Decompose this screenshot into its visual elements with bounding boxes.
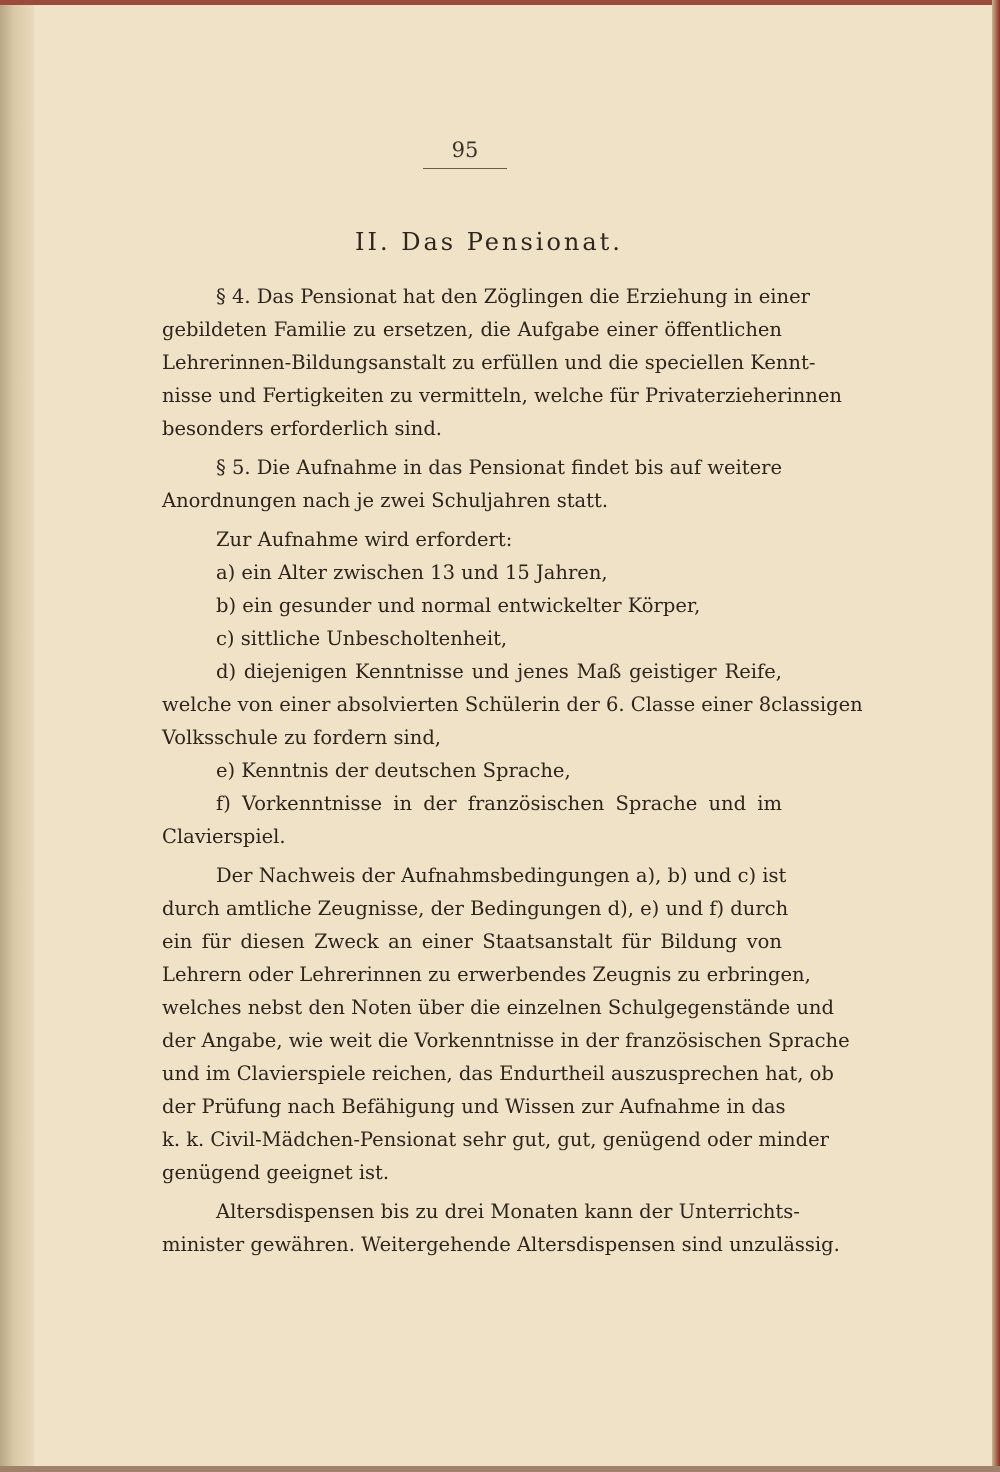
paragraph-5 (162, 451, 782, 517)
text-line: gebildeten Familie zu ersetzen, die Aufgabe einer öffentlichen (162, 318, 782, 341)
paragraph-proof (162, 859, 850, 1189)
body-text (162, 280, 863, 1261)
list-item: b) ein gesunder und normal entwickelter Körper, (216, 594, 701, 617)
book-cover-top-edge (0, 0, 1000, 5)
text-line: Anordnungen nach je zwei Schuljahren statt. (162, 489, 609, 512)
text-line: § 4. Das Pensionat hat den Zöglingen die Erziehung in einer (216, 285, 810, 308)
list-item-continued: Clavierspiel. (162, 825, 286, 848)
text-line: minister gewähren. Weitergehende Altersdispensen sind unzulässig. (162, 1233, 840, 1256)
text-line: Lehrern oder Lehrerinnen zu erwerbendes Zeugnis zu erbringen, (162, 963, 811, 986)
list-item-continued: welche von einer absolvierten Schülerin der 6. Classe einer 8classigen (162, 693, 863, 716)
book-cover-right-edge (992, 0, 1000, 1472)
text-line: der Angabe, wie weit die Vorkenntnisse in der französischen Sprache (162, 1029, 850, 1052)
list-item-continued: Volksschule zu fordern sind, (162, 726, 442, 749)
list-item: f) Vorkenntnisse in der französischen Sprache und im (216, 792, 782, 815)
book-cover-bottom-edge (0, 1466, 1000, 1472)
text-line: durch amtliche Zeugnisse, der Bedingungen d), e) und f) durch (162, 897, 789, 920)
text-line: ein für diesen Zweck an einer Staatsanstalt für Bildung von (162, 930, 782, 953)
page-number: 95 (423, 138, 507, 169)
list-item: c) sittliche Unbescholtenheit, (216, 627, 508, 650)
list-intro: Zur Aufnahme wird erfordert: (216, 528, 513, 551)
text-line: welches nebst den Noten über die einzelnen Schulgegenstände und (162, 996, 834, 1019)
paragraph-4 (162, 280, 842, 445)
list-item: e) Kenntnis der deutschen Sprache, (216, 759, 571, 782)
text-line: genügend geeignet ist. (162, 1161, 390, 1184)
text-line: der Prüfung nach Befähigung und Wissen zur Aufnahme in das (162, 1095, 786, 1118)
section-heading: II. Das Pensionat. (355, 228, 623, 256)
text-line: Der Nachweis der Aufnahmsbedingungen a), b) und c) ist (216, 864, 787, 887)
admission-requirements (162, 523, 863, 853)
paragraph-age-dispensation (162, 1195, 840, 1261)
text-line: nisse und Fertigkeiten zu vermitteln, welche für Privaterzieherinnen (162, 384, 842, 407)
text-line: besonders erforderlich sind. (162, 417, 442, 440)
list-item: d) diejenigen Kenntnisse und jenes Maß geistiger Reife, (216, 660, 782, 683)
text-line: k. k. Civil-Mädchen-Pensionat sehr gut, gut, genügend oder minder (162, 1128, 829, 1151)
text-line: Altersdispensen bis zu drei Monaten kann der Unterrichts- (216, 1200, 800, 1223)
book-spine-shadow (0, 0, 34, 1472)
text-line: § 5. Die Aufnahme in das Pensionat findet bis auf weitere (216, 456, 782, 479)
text-line: und im Clavierspiele reichen, das Endurtheil auszusprechen hat, ob (162, 1062, 834, 1085)
list-item: a) ein Alter zwischen 13 und 15 Jahren, (216, 561, 608, 584)
text-line: Lehrerinnen-Bildungsanstalt zu erfüllen und die speciellen Kennt- (162, 351, 816, 374)
